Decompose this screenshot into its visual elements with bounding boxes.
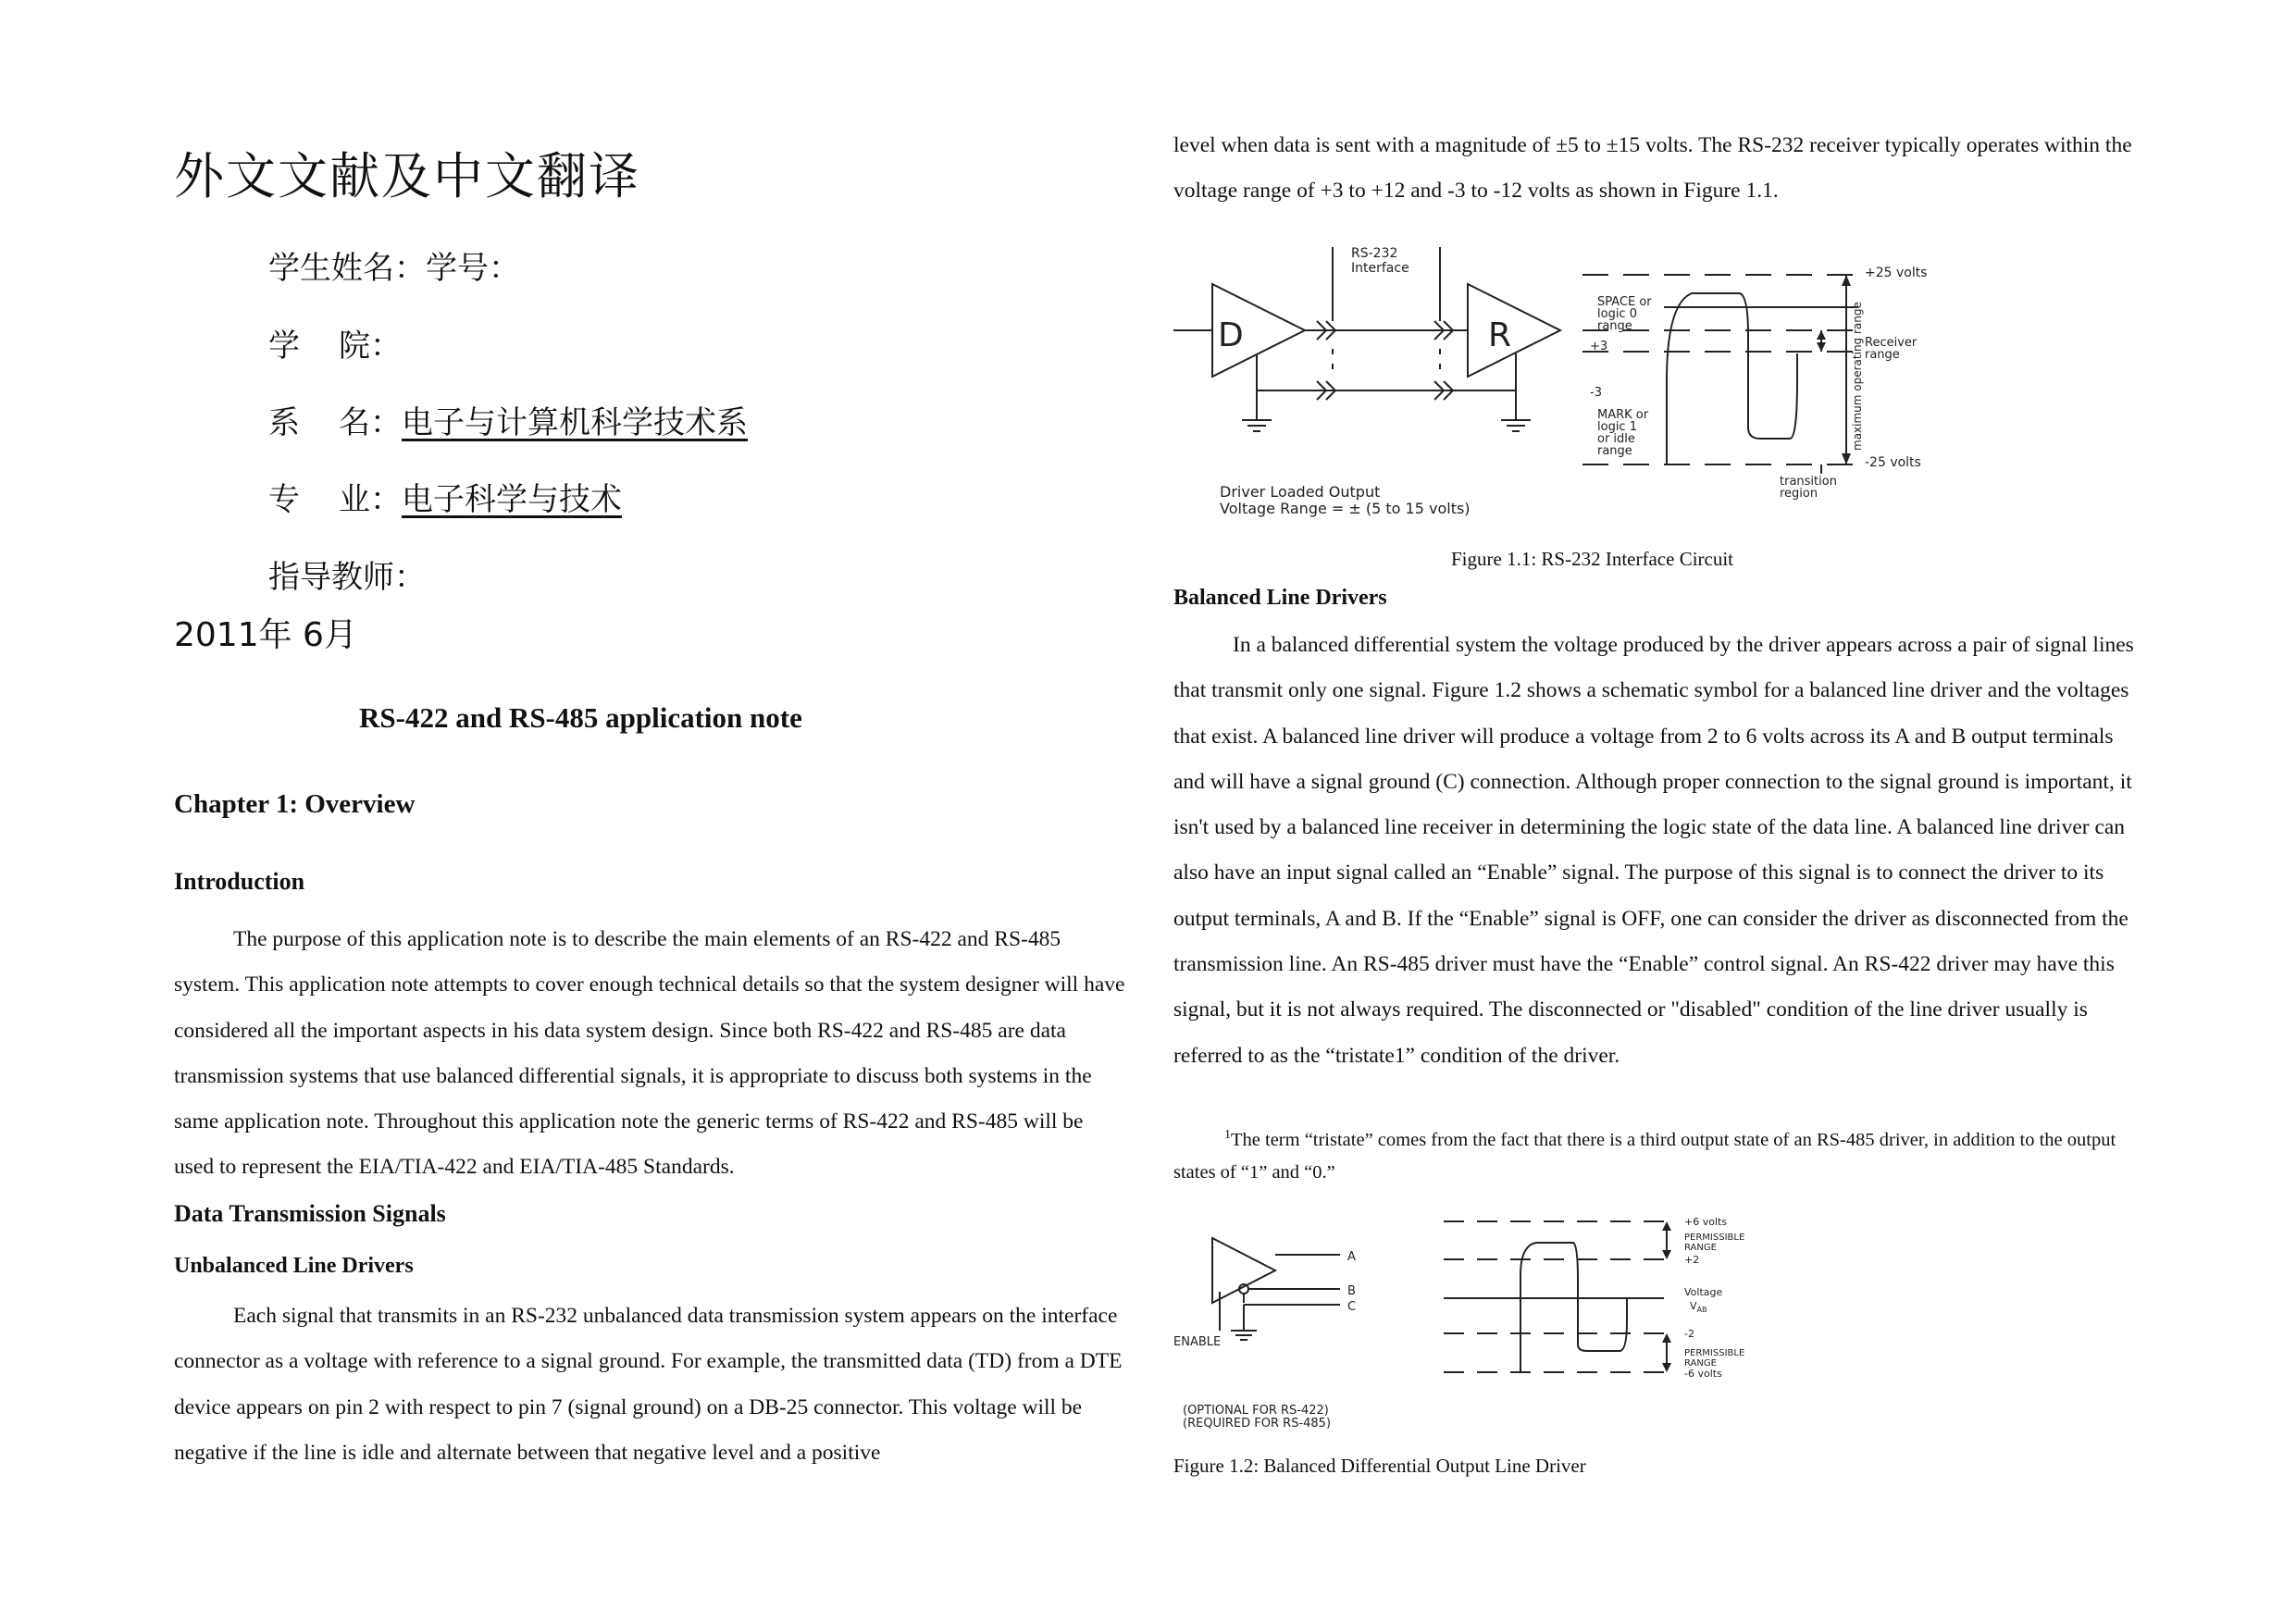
dept-label-1: 系 <box>268 406 300 440</box>
advisor-label: 指导教师： <box>268 561 426 595</box>
space-label-2: logic 0 <box>1597 307 1637 321</box>
minus25-label: -25 volts <box>1865 455 1921 470</box>
major-value: 电子科学与技术 <box>402 483 622 517</box>
major-colon: ： <box>370 483 402 517</box>
department-value: 电子与计算机科学技术系 <box>402 406 748 440</box>
student-label: 学生姓名：学号： <box>268 252 520 286</box>
optional-note: (OPTIONAL FOR RS-422) <box>1183 1404 1329 1418</box>
advisor-field <box>268 551 426 597</box>
terminal-c-label: C <box>1347 1300 1357 1314</box>
interface-label-1: RS-232 <box>1351 246 1398 261</box>
terminal-a-label: A <box>1347 1250 1356 1264</box>
permissible-top-1: PERMISSIBLE <box>1684 1233 1745 1243</box>
document-title: RS-422 and RS-485 application note <box>359 701 802 734</box>
major-label-1: 专 <box>268 483 300 517</box>
receiver-label: R <box>1488 316 1512 354</box>
college-field <box>268 320 402 365</box>
balanced-paragraph: In a balanced differential system the voltage produced by the driver appears across a pair of signal lines that transmit only one signal. Figure 1.2 shows a schematic symbol for a balanced line driver and the voltages that exist. A balanced line driver will produce a voltage from 2 to 6 volts across its A and B output terminals and will have a signal ground (C) connection. Although proper connection to the signal ground is important, it isn't used by a balanced line receiver in determining the logic state of the data line. A balanced line driver can also have an input signal called an “Enable” signal. The purpose of this signal is to connect the driver to its output terminals, A and B. If the “Enable” signal is OFF, one can consider the driver as disconnected from the transmission line. An RS-485 driver must have the “Enable” control signal. An RS-422 driver may have this signal, but it is not always required. The disconnected or "disabled" condition of the line driver usually is referred to as the “tristate1” condition of the driver. <box>1173 633 2134 1068</box>
cover-date: 2011年 6月 <box>174 616 357 654</box>
permissible-bottom-2: RANGE <box>1684 1358 1717 1369</box>
figure1-caption: Figure 1.1: RS-232 Interface Circuit <box>1451 548 1734 570</box>
space-label-3: range <box>1597 319 1632 333</box>
major-label-2: 业 <box>339 483 370 517</box>
plus3-label: +3 <box>1590 340 1608 353</box>
figure-balanced-driver <box>1173 1210 1766 1432</box>
permissible-bottom-1: PERMISSIBLE <box>1684 1348 1745 1358</box>
driver-output-2: Voltage Range = ± (5 to 15 volts) <box>1220 500 1471 517</box>
dept-colon: ： <box>370 406 402 440</box>
college-label-1: 学 <box>268 329 300 364</box>
max-range-label: maximum operating range <box>1851 302 1864 451</box>
mark-label-3: or idle <box>1597 432 1635 446</box>
unbalanced-paragraph: Each signal that transmits in an RS-232 unbalanced data transmission system appears on the interface connector as a voltage with reference to a signal ground. For example, the transmitted data (TD) from a DTE device appears on pin 2 with respect to pin 7 (signal ground) on a DB-25 connector. This voltage will be negative if the line is idle and alternate between that negative level and a positive <box>174 1304 1123 1465</box>
figure2-caption: Figure 1.2: Balanced Differential Output Line Driver <box>1173 1455 1586 1477</box>
interface-label-2: Interface <box>1351 261 1409 276</box>
cover-title: 外文文献及中文翻译 <box>174 149 640 204</box>
mark-label-4: range <box>1597 444 1632 458</box>
receiver-range-2: range <box>1865 348 1900 362</box>
enable-label: ENABLE <box>1173 1335 1222 1349</box>
unbalanced-heading: Unbalanced Line Drivers <box>174 1254 414 1278</box>
minus6-label: -6 volts <box>1684 1368 1722 1380</box>
chapter-heading: Chapter 1: Overview <box>174 789 416 819</box>
minus3-label: -3 <box>1590 386 1602 400</box>
plus25-label: +25 volts <box>1865 266 1928 280</box>
transition-label-1: transition <box>1780 475 1837 489</box>
plus6-label: +6 volts <box>1684 1216 1728 1228</box>
minus2-label: -2 <box>1684 1328 1694 1340</box>
transition-label-2: region <box>1780 487 1818 501</box>
required-note: (REQUIRED FOR RS-485) <box>1183 1417 1332 1431</box>
vab-subscript: AB <box>1696 1306 1707 1314</box>
figure-rs232-interface <box>1173 242 1988 529</box>
receiver-range-1: Receiver <box>1865 336 1917 350</box>
driver-label: D <box>1218 316 1244 354</box>
dept-label-2: 名 <box>339 406 370 440</box>
college-colon: ： <box>370 329 402 364</box>
footnote-text: The term “tristate” comes from the fact that there is a third output state of an RS-485 driver, in addition to the output states of “1” and “0.” <box>1173 1129 2116 1183</box>
vab-label <box>1690 1300 1707 1314</box>
space-label-1: SPACE or <box>1597 295 1652 309</box>
continued-paragraph: level when data is sent with a magnitude of ±5 to ±15 volts. The RS-232 receiver typically operates within the voltage range of +3 to +12 and -3 to -12 volts as shown in Figure 1.1. <box>1173 133 2132 204</box>
major-field <box>268 474 622 519</box>
footnote-mark: 1 <box>1224 1128 1231 1142</box>
driver-output-1: Driver Loaded Output <box>1220 483 1381 501</box>
permissible-top-2: RANGE <box>1684 1243 1717 1253</box>
department-field <box>268 397 748 442</box>
college-label-2: 院 <box>339 329 370 364</box>
introduction-paragraph: The purpose of this application note is to describe the main elements of an RS-422 and RS-485 system. This application note attempts to cover enough technical details so that the system designer will have considered all the important aspects in his data system design. Since both RS-422 and RS-485 are data transmission systems that use balanced differential signals, it is appropriate to discuss both systems in the same application note. Throughout this application note the generic terms of RS-422 and RS-485 will be used to represent the EIA/TIA-422 and EIA/TIA-485 Standards. <box>174 927 1125 1180</box>
student-field <box>268 242 520 288</box>
balanced-heading: Balanced Line Drivers <box>1173 586 1387 610</box>
signals-heading: Data Transmission Signals <box>174 1200 446 1227</box>
mark-label-1: MARK or <box>1597 408 1649 422</box>
vab-main: V <box>1690 1300 1697 1312</box>
mark-label-2: logic 1 <box>1597 420 1637 434</box>
introduction-heading: Introduction <box>174 868 305 895</box>
plus2-label: +2 <box>1684 1254 1700 1266</box>
footnote <box>1173 1119 2141 1189</box>
voltage-label: Voltage <box>1684 1286 1723 1298</box>
terminal-b-label: B <box>1347 1284 1356 1298</box>
